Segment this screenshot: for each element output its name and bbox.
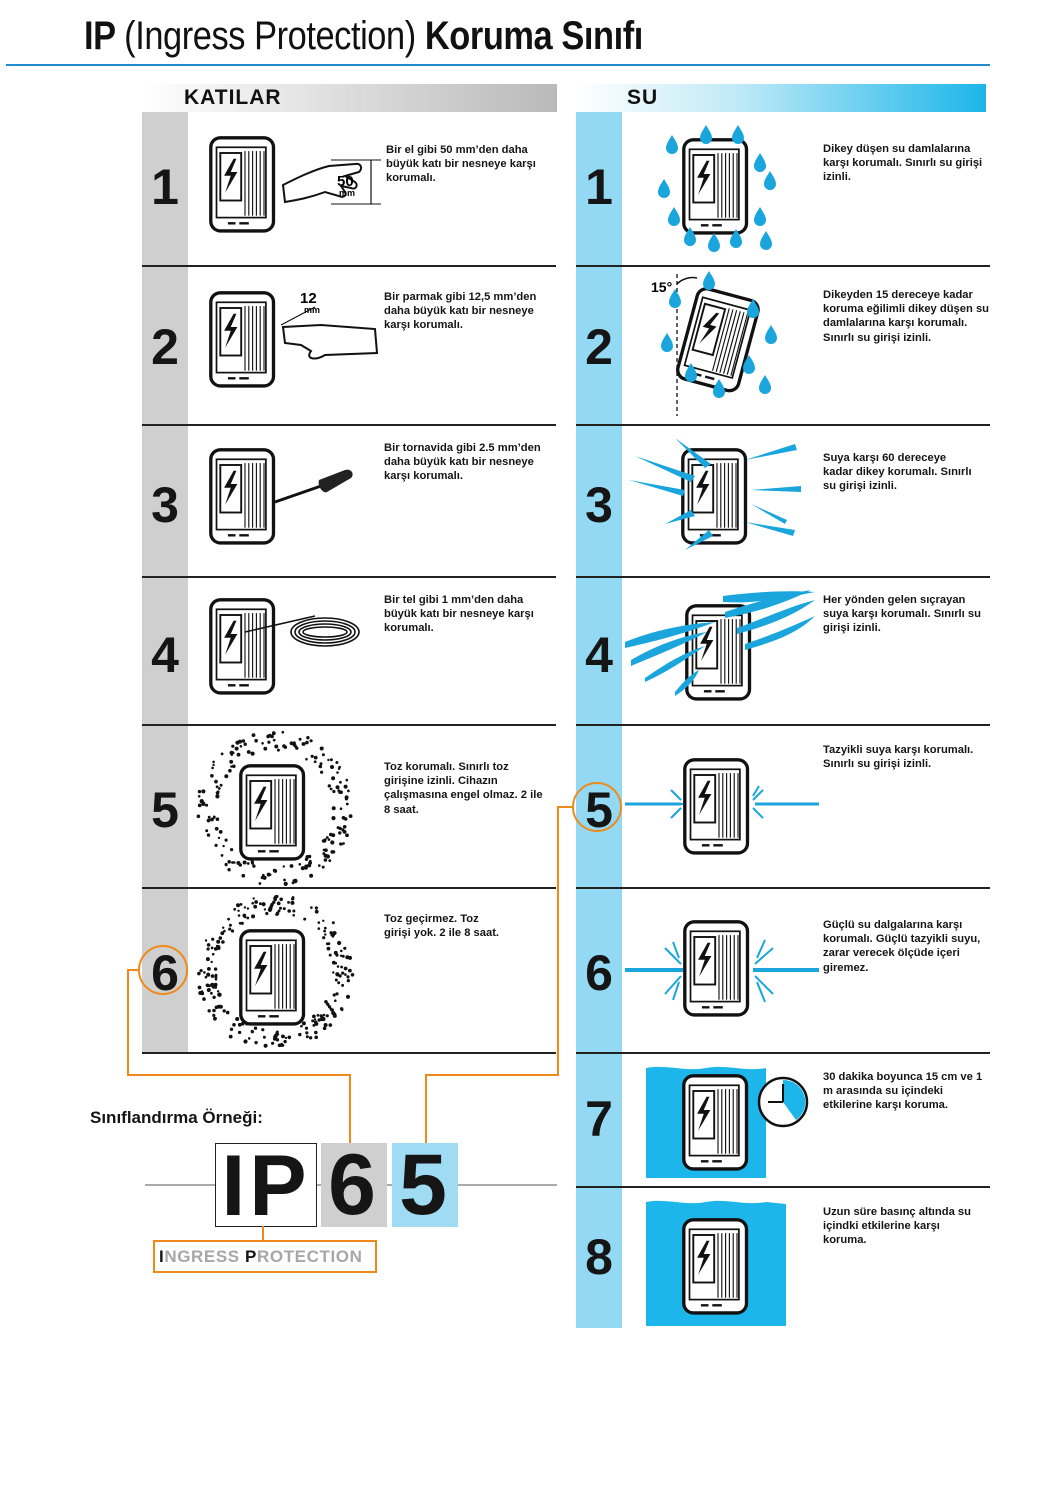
water-number-3: 3 [585,477,613,533]
solid-2-measure-top: 12 [300,290,317,307]
water-desc-1: Dikey düşen su damlalarına karşı korumalı. Sınırlı su girişi izinli. [823,143,983,184]
solid-number-4: 4 [151,627,179,683]
solid-desc-5: Toz korumalı. Sınırlı toz girişine izinli. Cihazın çalışmasına engel olmaz. 2 ile 8 saat. [384,761,543,816]
water-1-drops-illustration [650,120,780,255]
water-number-6: 6 [585,945,613,1001]
protection-rest: ROTECTION [257,1247,363,1266]
water-number-8: 8 [585,1229,613,1285]
water-divider [576,424,990,426]
water-desc-5: Tazyikli suya karşı korumalı. Sınırlı su girişi izinli. [823,744,974,771]
water-divider [576,1186,990,1188]
solid-divider [142,424,556,426]
solid-number-3: 3 [151,477,179,533]
water-5-jet-illustration [625,750,825,870]
water-4-splash-illustration [625,582,820,717]
water-number-4: 4 [585,627,613,683]
example-ip-letters: IP [215,1143,317,1227]
example-water-digit: 5 [392,1143,458,1227]
water-desc-2: Dikeyden 15 dereceye kadar koruma eğilimli dikey düşen su damlalarına karşı korumalı. Sınırlı su girişi izinli. [823,289,989,344]
water-divider [576,576,990,578]
solid-3-screwdriver-illustration [205,442,385,557]
solid-2-finger-illustration [205,285,385,400]
solid-4-wire-illustration [205,592,385,707]
water-2-tilted-drops-illustration [645,268,785,418]
solid-divider [142,576,556,578]
water-6-strong-jet-illustration [625,912,825,1032]
water-desc-7: 30 dakika boyunca 15 cm ve 1 m arasında su içindeki etkilerine karşı koruma. [823,1071,983,1112]
water-number-7: 7 [585,1091,613,1147]
solid-number-5: 5 [151,782,179,838]
title-rest: Koruma Sınıfı [424,14,643,58]
water-2-angle-label: 15° [651,279,673,295]
water-heading: SU [575,84,986,112]
example-solid-digit: 6 [321,1143,387,1227]
water-desc-8: Uzun süre basınç altında su içindki etkilerine karşı koruma. [823,1206,971,1247]
ingress-p: P [245,1247,257,1266]
ingress-rest: NGRESS [164,1247,246,1266]
page-title [84,14,643,59]
title-ip: IP [84,14,116,58]
solid-2-measure-bottom: mm [304,305,321,315]
solid-desc-1: Bir el gibi 50 mm’den daha büyük katı bir nesneye karşı korumalı. [386,144,536,185]
water-desc-6: Güçlü su dalgalarına karşı korumalı. Güçlü tazyikli suyu, zarar verecek ölçüde içeri giremez. [823,919,981,974]
solid-divider [142,265,556,267]
title-ingress: (Ingress Protection) [124,14,416,58]
water-number-1: 1 [585,159,613,215]
solid-desc-4: Bir tel gibi 1 mm’den daha büyük katı bir nesneye karşı korumalı. [384,594,534,635]
solid-heading: KATILAR [142,84,557,112]
title-rule [6,64,990,66]
ingress-protection-box [153,1240,377,1273]
ingress-i: I [159,1247,165,1266]
solid-number-2: 2 [151,319,179,375]
solid-number-1: 1 [151,159,179,215]
water-divider [576,724,990,726]
water-divider [576,887,990,889]
water-desc-4: Her yönden gelen sıçrayan suya karşı korumalı. Sınırlı su girişi izinli. [823,594,981,635]
water-8-deep-immersion-illustration [646,1196,786,1326]
water-7-immersion-illustration [646,1062,814,1182]
solid-1-measure-top: 50 [337,173,354,190]
solid-divider [142,724,556,726]
water-number-5: 5 [585,782,613,838]
example-label: Sınıflandırma Örneği: [90,1108,263,1127]
water-desc-3: Suya karşı 60 dereceye kadar dikey korumalı. Sınırlı su girişi izinli. [823,452,972,493]
solid-desc-2: Bir parmak gibi 12,5 mm’den daha büyük katı bir nesneye karşı korumalı. [384,291,537,332]
water-divider [576,265,990,267]
water-number-2: 2 [585,319,613,375]
connector-lines [120,795,580,1155]
solid-number-6: 6 [151,945,179,1001]
water-divider [576,1052,990,1054]
solid-desc-3: Bir tornavida gibi 2.5 mm’den daha büyük katı bir nesneye karşı korumalı. [384,442,541,483]
solid-1-hand-illustration [205,130,385,245]
water-3-spray-illustration [625,430,805,565]
solid-desc-6: Toz geçirmez. Toz girişi yok. 2 ile 8 saat. [384,913,500,940]
solid-1-measure-bottom: mm [339,188,356,198]
